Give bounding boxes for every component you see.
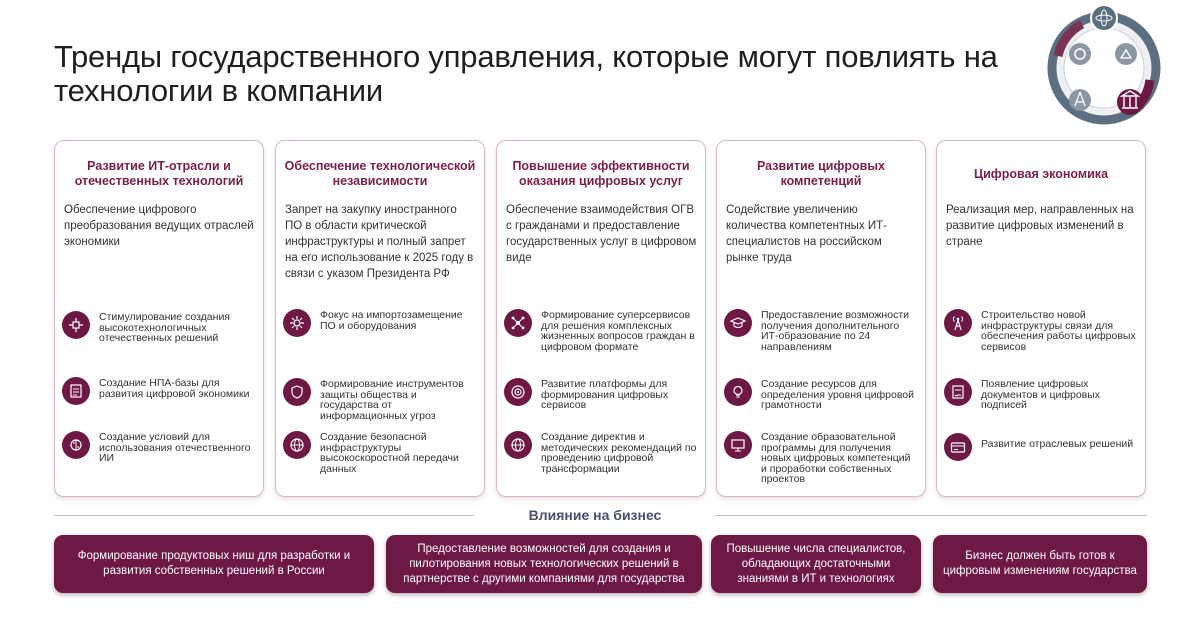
item-text: Формирование суперсервисов для решения комплексных жизненных вопросов граждан в цифровом формате [541, 309, 695, 353]
business-impact-box: Бизнес должен быть готов к цифровым изменениям государства [933, 535, 1147, 593]
card-icon [944, 433, 972, 461]
card-title: Обеспечение технологической независимости [284, 159, 476, 188]
trend-card-digital-economy [936, 140, 1146, 497]
signed-document-icon [944, 378, 972, 406]
document-icon [62, 377, 90, 405]
item-text: Создание НПА-базы для развития цифровой экономики [99, 377, 250, 400]
item-text: Создание безопасной инфраструктуры высокоскоростной передачи данных [320, 431, 459, 475]
business-impact-box: Повышение числа специалистов, обладающих достаточными знаниями в ИТ и технологиях [711, 535, 921, 593]
gear-icon [283, 309, 311, 337]
card-title: Повышение эффективности оказания цифровых услуг [512, 159, 690, 188]
list-item [283, 378, 478, 421]
item-text: Строительство новой инфраструктуры связи для обеспечения работы цифровых сервисов [981, 309, 1136, 353]
card-title: Цифровая экономика [973, 166, 1109, 181]
target-icon [504, 378, 532, 406]
list-item [944, 378, 1139, 411]
list-item [504, 309, 699, 352]
divider-left [54, 515, 474, 516]
impact-title: Влияние на бизнес [528, 507, 662, 523]
item-text: Создание ресурсов для определения уровня цифровой грамотности [761, 378, 914, 411]
item-text: Предоставление возможности получения дополнительного ИТ-образование по 24 направлениям [761, 309, 909, 353]
list-item [62, 311, 257, 344]
card-title: Развитие ИТ-отрасли и отечественных технологий [74, 159, 244, 188]
list-item [724, 378, 919, 411]
card-description: Реализация мер, направленных на развитие цифровых изменений в стране [946, 204, 1134, 248]
item-text: Развитие платформы для формирования цифровых сервисов [541, 378, 669, 411]
list-item [504, 378, 699, 411]
item-text: Развитие отраслевых решений [981, 438, 1134, 450]
item-text: Создание образовательной программы для получения новых цифровых компетенций и проработки собственных проектов [761, 431, 911, 485]
card-description: Содействие увеличению количества компетентных ИТ-специалистов на российском рынке труда [726, 204, 887, 264]
list-item [504, 431, 699, 474]
hub-icon [504, 309, 532, 337]
graduation-cap-icon [724, 309, 752, 337]
card-title: Развитие цифровых компетенций [757, 159, 885, 188]
list-item [62, 377, 257, 405]
trend-card-it-industry [54, 140, 264, 497]
list-item [724, 309, 919, 352]
divider-right [715, 515, 1147, 516]
business-impact-box: Предоставление возможностей для создания и пилотирования новых технологических решений в партнерстве с другими компаниями для государства [386, 535, 702, 593]
shield-icon [283, 378, 311, 406]
list-item [283, 309, 478, 337]
list-item [944, 309, 1139, 352]
lightbulb-icon [724, 378, 752, 406]
card-description: Обеспечение взаимодействия ОГВ с гражданами и предоставление государственных услуг в цифровом виде [506, 204, 697, 264]
item-text: Создание условий для использования отечественного ИИ [99, 431, 251, 464]
item-text: Появление цифровых документов и цифровых подписей [981, 378, 1101, 411]
item-text: Создание директив и методических рекомендаций по проведению цифровой трансформации [541, 431, 697, 475]
card-description: Обеспечение цифрового преобразования ведущих отраслей экономики [64, 204, 254, 248]
list-item [283, 431, 478, 474]
antenna-icon [944, 309, 972, 337]
item-text: Формирование инструментов защиты общества и государства от информационных угроз [320, 378, 464, 422]
globe-icon [504, 431, 532, 459]
globe-icon [283, 431, 311, 459]
logo-ring-icon [1044, 4, 1164, 128]
list-item [724, 431, 919, 485]
list-item [62, 431, 257, 464]
trend-card-digital-competencies [716, 140, 926, 497]
brain-icon [62, 431, 90, 459]
trend-card-tech-independence [275, 140, 485, 497]
item-text: Фокус на импортозамещение ПО и оборудования [320, 309, 463, 332]
trend-card-digital-services [496, 140, 706, 497]
list-item [944, 433, 1139, 461]
network-chip-icon [62, 311, 90, 339]
item-text: Стимулирование создания высокотехнологичных отечественных решений [99, 311, 230, 344]
card-description: Запрет на закупку иностранного ПО в области критической инфраструктуры и полный запрет на его использование к 2025 году в связи с указом Президента РФ [285, 204, 474, 280]
page-title: Тренды государственного управления, которые могут повлиять на технологии в компании [54, 39, 998, 108]
business-impact-box: Формирование продуктовых ниш для разработки и развития собственных решений в России [54, 535, 374, 593]
presentation-icon [724, 431, 752, 459]
